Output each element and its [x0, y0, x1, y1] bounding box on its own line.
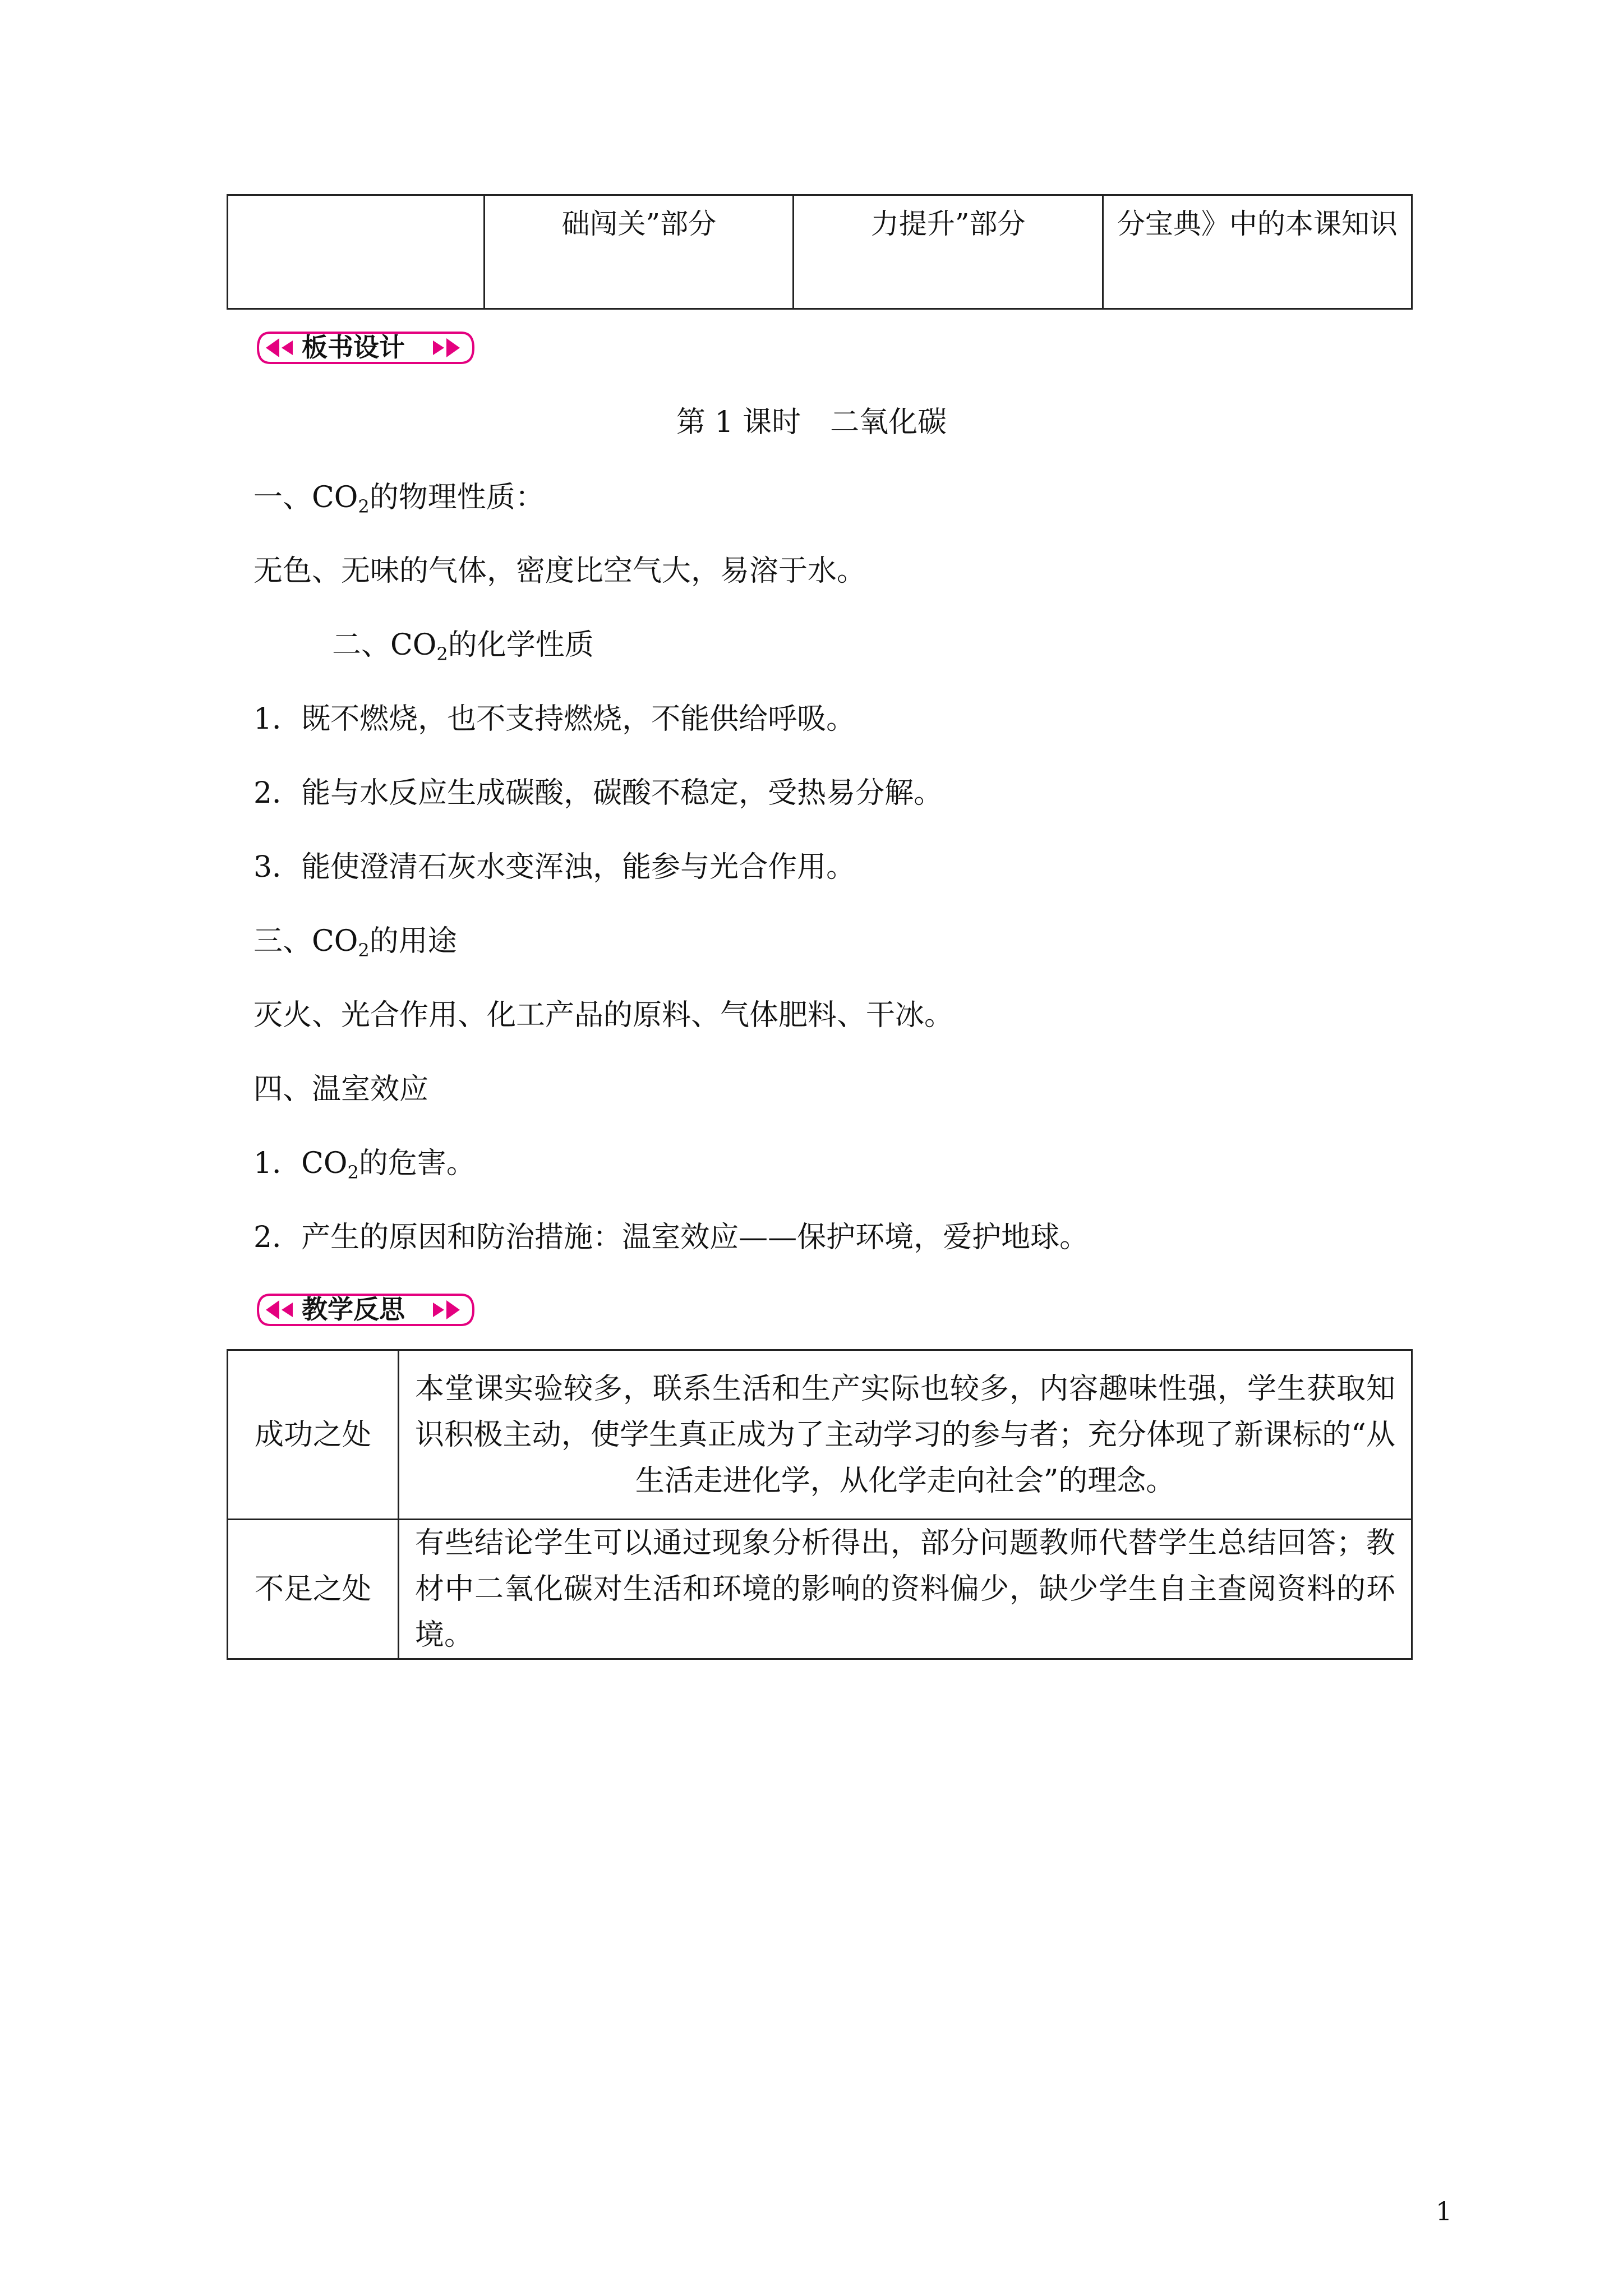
chemical-item-3: 3．能使澄清石灰水变浑浊，能参与光合作用。: [253, 850, 856, 884]
greenhouse-item-2: 2．产生的原因和防治措施：温室效应——保护环境，爱护地球。: [253, 1221, 1089, 1254]
teaching-reflection-label: 教学反思: [302, 1294, 405, 1324]
heading-chemical-properties: 二、$CO_2$的化学性质: [332, 628, 594, 665]
heading-uses: 三、$CO_2$的用途: [253, 924, 457, 961]
greenhouse-item-1: 1．$CO_2$的危害。: [253, 1147, 476, 1183]
board-design-banner: [253, 328, 478, 367]
uses-text: 灭火、光合作用、化工产品的原料、气体肥料、干冰。: [253, 999, 954, 1032]
success-head: 成功之处: [228, 1350, 399, 1520]
table-row: [228, 1350, 1412, 1520]
success-body: 本堂课实验较多，联系生活和生产实际也较多，内容趣味性强，学生获取知识积极主动，使学生真正成为了主动学习的参与者；充分体现了新课标的“从生活走进化学，从化学走向社会”的理念。: [399, 1350, 1412, 1520]
top-table-cell-1: [228, 195, 485, 309]
physical-properties-text: 无色、无味的气体，密度比空气大，易溶于水。: [253, 554, 866, 588]
heading-physical-properties: 一、$CO_2$的物理性质：: [253, 481, 545, 517]
chemical-item-2: 2．能与水反应生成碳酸，碳酸不稳定，受热易分解。: [253, 776, 943, 810]
heading-greenhouse: 四、温室效应: [253, 1073, 429, 1106]
teaching-reflection-banner: [253, 1290, 478, 1329]
reflection-table: [227, 1349, 1413, 1660]
top-table: [227, 194, 1413, 310]
lesson-title: 第 1 课时 二氧化碳: [676, 406, 947, 439]
page-number: 1: [1436, 2196, 1453, 2226]
board-design-label: 板书设计: [302, 332, 405, 362]
shortcoming-head: 不足之处: [228, 1520, 399, 1659]
top-table-cell-4: 分宝典》中的本课知识: [1103, 195, 1412, 309]
shortcoming-body: 有些结论学生可以通过现象分析得出，部分问题教师代替学生总结回答；教材中二氧化碳对生活和环境的影响的资料偏少，缺少学生自主查阅资料的环境。: [399, 1520, 1412, 1659]
top-table-cell-2: 础闯关”部分: [485, 195, 794, 309]
top-table-cell-3: 力提升”部分: [794, 195, 1103, 309]
chemical-item-1: 1．既不燃烧，也不支持燃烧，不能供给呼吸。: [253, 702, 856, 736]
table-row: [228, 1520, 1412, 1659]
